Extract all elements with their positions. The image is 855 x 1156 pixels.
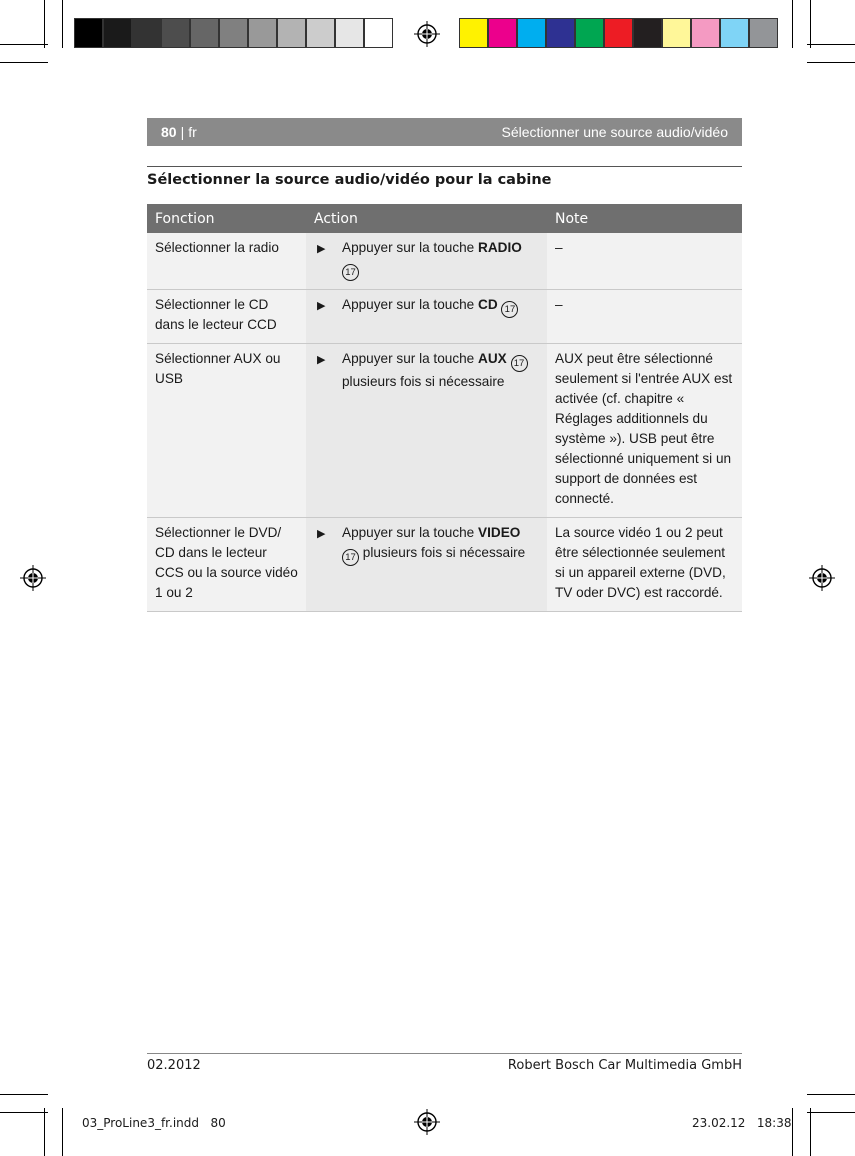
gray-swatch — [364, 18, 393, 48]
action-step — [317, 238, 539, 281]
callout-number-badge: 17 — [342, 549, 359, 566]
registration-mark-icon — [414, 21, 440, 47]
cell-action — [306, 518, 547, 612]
cell-action — [306, 344, 547, 518]
gray-swatch — [103, 18, 132, 48]
cell-fonction: Sélectionner le DVD/ CD dans le lecteur CCS ou la source vidéo 1 ou 2 — [147, 518, 306, 612]
crop-mark — [807, 1112, 855, 1113]
crop-mark — [807, 1094, 855, 1095]
action-text — [342, 295, 518, 318]
process-swatch — [546, 18, 575, 48]
grayscale-color-bar — [74, 18, 393, 48]
table-header-row — [147, 204, 742, 233]
action-prefix: Appuyer sur la touche — [342, 297, 479, 312]
action-prefix: Appuyer sur la touche — [342, 525, 479, 540]
column-header-action: Action — [306, 204, 547, 233]
action-key-label: VIDEO — [478, 525, 521, 540]
step-arrow-icon: ▶ — [317, 243, 326, 255]
step-arrow-icon: ▶ — [317, 528, 326, 540]
crop-mark — [792, 1108, 793, 1156]
process-swatch — [575, 18, 604, 48]
running-header — [147, 118, 742, 146]
step-arrow-icon: ▶ — [317, 354, 326, 366]
action-key-label: CD — [478, 297, 498, 312]
callout-number-badge: 17 — [511, 355, 528, 372]
action-text — [342, 349, 539, 392]
table-body — [147, 233, 742, 612]
cell-fonction: Sélectionner le CD dans le lecteur CCD — [147, 290, 306, 344]
action-step — [317, 295, 539, 318]
process-color-bar — [459, 18, 778, 48]
slug-date: 23.02.12 — [692, 1116, 746, 1130]
gray-swatch — [161, 18, 190, 48]
slug-file — [82, 1116, 226, 1130]
process-swatch — [604, 18, 633, 48]
page-title: Sélectionner la source audio/vidéo pour la cabine — [147, 172, 552, 188]
gray-swatch — [335, 18, 364, 48]
cell-fonction: Sélectionner AUX ou USB — [147, 344, 306, 518]
crop-mark — [62, 0, 63, 48]
cell-fonction: Sélectionner la radio — [147, 233, 306, 290]
crop-mark — [0, 62, 48, 63]
gray-swatch — [74, 18, 103, 48]
crop-mark — [807, 44, 855, 45]
registration-mark-icon — [809, 565, 835, 591]
table-row — [147, 344, 742, 518]
callout-number-badge: 17 — [501, 301, 518, 318]
cell-note: – — [547, 233, 742, 290]
gray-swatch — [277, 18, 306, 48]
process-swatch — [517, 18, 546, 48]
action-suffix: plusieurs fois si nécessaire — [342, 374, 505, 389]
slug-page: 80 — [210, 1116, 226, 1130]
cell-action — [306, 290, 547, 344]
footer-date: 02.2012 — [147, 1058, 201, 1073]
crop-mark — [810, 1108, 811, 1156]
cell-note: La source vidéo 1 ou 2 peut être sélectionnée seulement si un appareil externe (DVD, TV oder DVC) est raccordé. — [547, 518, 742, 612]
gray-swatch — [248, 18, 277, 48]
process-swatch — [633, 18, 662, 48]
gray-swatch — [306, 18, 335, 48]
process-swatch — [662, 18, 691, 48]
title-rule — [147, 166, 742, 167]
footer-company: Robert Bosch Car Multimedia GmbH — [507, 1058, 742, 1073]
source-selection-table — [147, 204, 742, 612]
registration-mark-icon — [414, 1109, 440, 1135]
header-section-title: Sélectionner une source audio/vidéo — [501, 124, 728, 140]
column-header-fonction: Fonction — [147, 204, 306, 233]
callout-number-badge: 17 — [342, 264, 359, 281]
crop-mark — [0, 44, 48, 45]
cell-note: AUX peut être sélectionné seulement si l'entrée AUX est activée (cf. chapitre « Réglages additionnels du système »). USB peut être sélectionné uniquement si un support de données est connecté. — [547, 344, 742, 518]
page-number: 80 — [161, 124, 177, 140]
crop-mark — [0, 1112, 48, 1113]
process-swatch — [459, 18, 488, 48]
action-prefix: Appuyer sur la touche — [342, 351, 479, 366]
slug-filename: 03_ProLine3_fr.indd — [82, 1116, 199, 1130]
crop-mark — [44, 1108, 45, 1156]
crop-mark — [0, 1094, 48, 1095]
action-key-label: AUX — [478, 351, 507, 366]
header-language: fr — [188, 124, 197, 140]
gray-swatch — [190, 18, 219, 48]
action-suffix: plusieurs fois si nécessaire — [362, 545, 526, 560]
process-swatch — [749, 18, 778, 48]
action-key-label: RADIO — [478, 240, 522, 255]
cell-note: – — [547, 290, 742, 344]
crop-mark — [810, 0, 811, 48]
gray-swatch — [132, 18, 161, 48]
crop-mark — [792, 0, 793, 48]
footer-rule — [147, 1053, 742, 1054]
process-swatch — [488, 18, 517, 48]
crop-mark — [44, 0, 45, 48]
gray-swatch — [219, 18, 248, 48]
action-text — [342, 238, 539, 281]
table-row — [147, 290, 742, 344]
registration-mark-icon — [20, 565, 46, 591]
action-prefix: Appuyer sur la touche — [342, 240, 479, 255]
crop-mark — [62, 1108, 63, 1156]
cell-action — [306, 233, 547, 290]
process-swatch — [720, 18, 749, 48]
action-step — [317, 349, 539, 392]
slug-timestamp — [692, 1116, 791, 1130]
process-swatch — [691, 18, 720, 48]
column-header-note: Note — [547, 204, 742, 233]
table-row — [147, 518, 742, 612]
action-step — [317, 523, 539, 566]
crop-mark — [807, 62, 855, 63]
slug-time: 18:38 — [756, 1116, 792, 1130]
step-arrow-icon: ▶ — [317, 300, 326, 312]
table-row — [147, 233, 742, 290]
header-separator: | — [180, 124, 185, 140]
action-text — [342, 523, 539, 566]
